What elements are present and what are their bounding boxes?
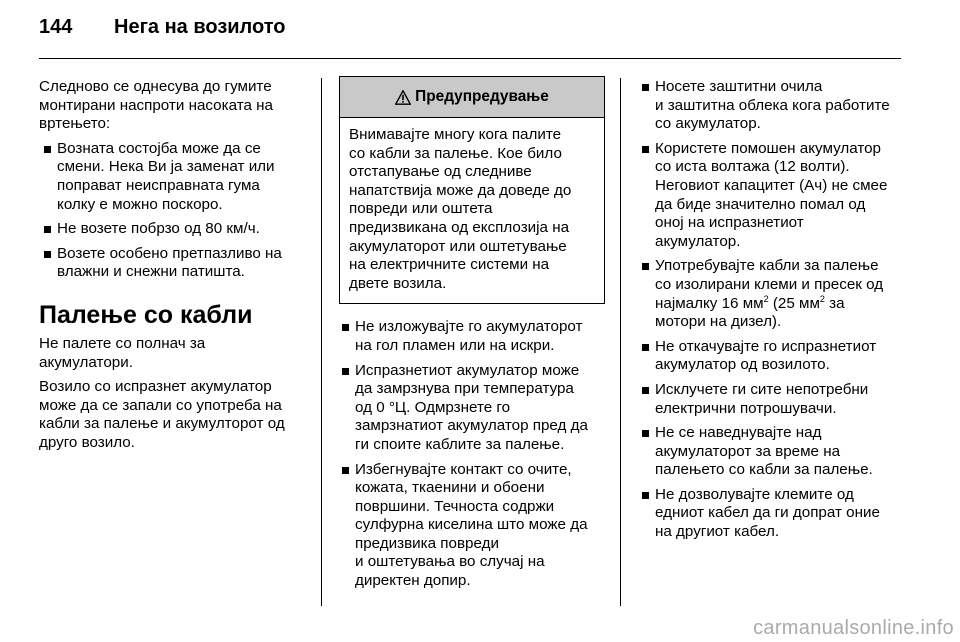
watermark: carmanualsonline.info [753,617,954,639]
bullet-square-icon [642,263,649,270]
section-heading: Палење со кабли [39,300,253,329]
safety-bullet-list [339,318,605,590]
list-item: Не дозволувајте клемите од едниот кабел да ги допрат оние на другиот кабел. [639,486,905,542]
procedure-bullet-list [639,78,905,542]
list-item: Не изложувајте го акумулаторот на гол пламен или на искри. [339,318,605,355]
warning-header [340,77,604,118]
header-divider [39,58,901,59]
list-item: Избегнувајте контакт со очите, кожата, ткаенини и обоени површини. Течноста содржи сулфурна киселина што може да предизвика повреди и оштетувања во случај на директен допир. [339,461,605,591]
tyre-bullet-list [39,140,305,282]
list-item: Возете особено претпазливо на влажни и снежни патишта. [41,245,305,282]
jump-start-para-1: Не палете со полнач за акумулатори. [39,334,206,371]
warning-text: Внимавајте многу кога палите со кабли за палење. Кое било отстапување од следниве напатствија може да доведе до повреди или оштета предизвикана од експлозија на акумулаторот или оштетување на електричните системи на двете возила. [349,126,572,292]
bullet-square-icon [642,146,649,153]
bullet-square-icon [44,146,51,153]
bullet-square-icon [342,467,349,474]
list-item: Употребувајте кабли за палење со изолирани клеми и пресек од најмалку 16 $мм^2$ (25 $мм^2$ за мотори на дизел). [639,257,905,331]
chapter-title: Нега на возилото [114,16,286,38]
bullet-square-icon [642,430,649,437]
page-number: 144 [39,16,73,38]
bullet-square-icon [642,344,649,351]
list-item: Испразнетиот акумулатор може да замрзнува при температура од 0 °Ц. Одмрзнете го замрзнатиот акумулатор пред да ги споите каблите за палење. [339,362,605,455]
bullet-square-icon [44,226,51,233]
bullet-square-icon [342,368,349,375]
column-1 [39,78,305,459]
jump-start-para-2: Возило со испразнет акумулатор може да се запали со употреба на кабли за палење и акумулторот од друго возило. [39,378,285,451]
list-item: Не возете побрзо од 80 км/ч. [41,220,305,239]
warning-triangle-icon [395,90,411,105]
column-divider-2 [620,78,621,606]
column-3 [639,78,905,548]
list-item: Возната состојба може да се смени. Нека Ви ја заменат или поправат неисправната гума колку е можно поскоро. [41,140,305,214]
bullet-square-icon [642,387,649,394]
warning-box [339,76,605,304]
tyre-intro-text: Следново се однесува до гумите монтирани наспроти насоката на вртењето: [39,78,273,133]
list-item: Носете заштитни очила и заштитна облека кога работите со акумулатор. [639,78,905,134]
page-header [39,16,285,46]
bullet-square-icon [642,492,649,499]
list-item: Не се наведнувајте над акумулаторот за време на палењето со кабли за палење. [639,424,905,480]
column-2 [339,78,605,597]
list-item: Не откачувајте го испразнетиот акумулатор од возилото. [639,338,905,375]
bullet-square-icon [44,251,51,258]
column-divider-1 [321,78,322,606]
list-item: Исклучете ги сите непотребни електрични потрошувачи. [639,381,905,418]
bullet-square-icon [642,84,649,91]
warning-title: Предупредување [415,87,549,105]
list-item: Користете помошен акумулатор со иста волтажа (12 волти). Неговиот капацитет (Ач) не смее да биде значително помал од оној на испразнетиот акумулатор. [639,140,905,252]
bullet-square-icon [342,324,349,331]
